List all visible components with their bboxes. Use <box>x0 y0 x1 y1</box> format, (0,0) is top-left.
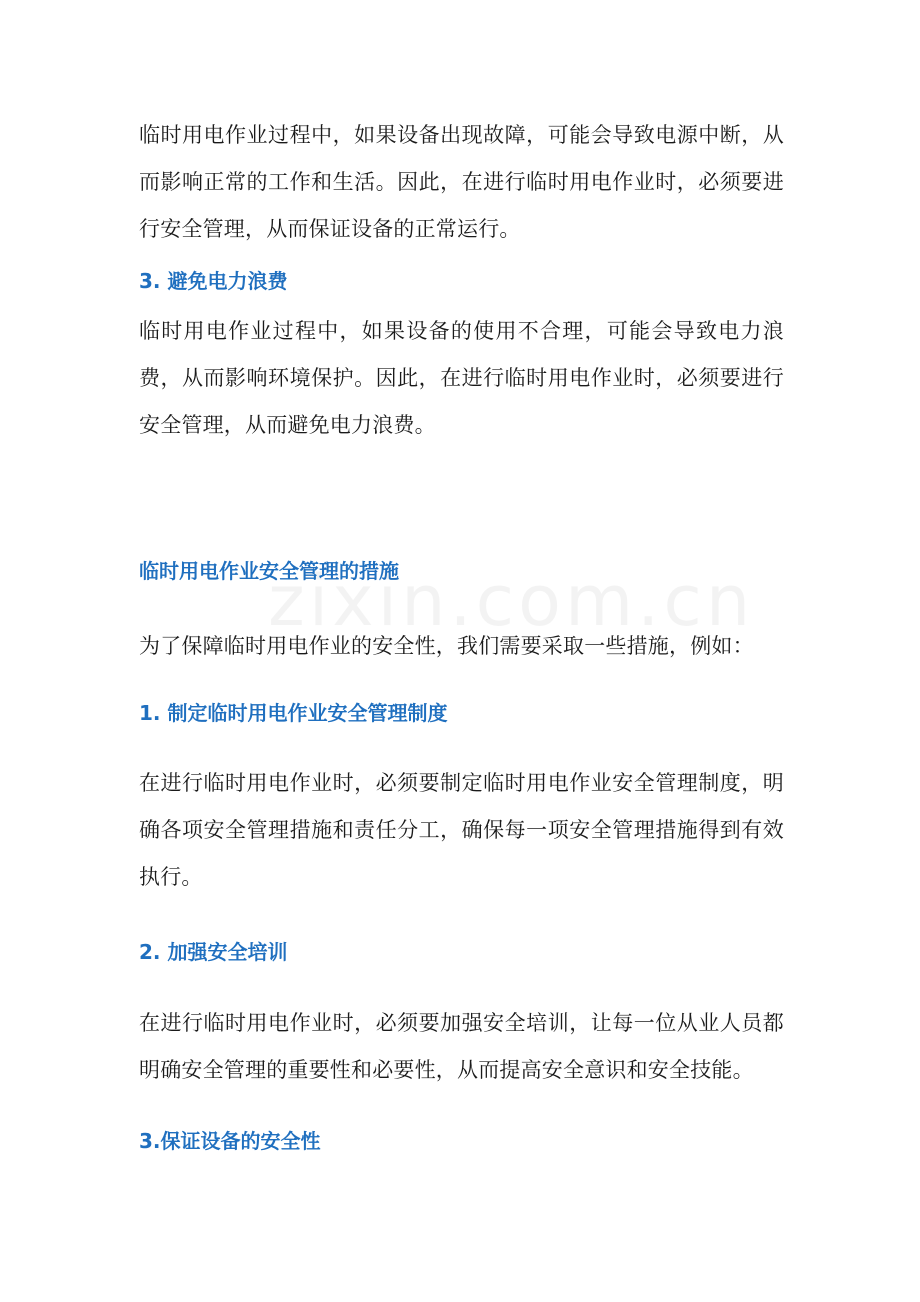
paragraph-equipment-failure: 临时用电作业过程中，如果设备出现故障，可能会导致电源中断，从而影响正常的工作和生活。因此，在进行临时用电作业时，必须要进行安全管理，从而保证设备的正常运行。 <box>139 123 784 241</box>
heading-avoid-power-waste: 3. 避免电力浪费 <box>139 269 288 293</box>
paragraph-measures-intro: 为了保障临时用电作业的安全性，我们需要采取一些措施，例如： <box>139 634 754 658</box>
heading-safety-training: 2. 加强安全培训 <box>139 940 288 964</box>
paragraph-safety-training: 在进行临时用电作业时，必须要加强安全培训，让每一位从业人员都明确安全管理的重要性和必要性，从而提高安全意识和安全技能。 <box>139 1011 784 1082</box>
paragraph-power-waste: 临时用电作业过程中，如果设备的使用不合理，可能会导致电力浪费，从而影响环境保护。因此，在进行临时用电作业时，必须要进行安全管理，从而避免电力浪费。 <box>139 319 784 437</box>
section-heading-measures: 临时用电作业安全管理的措施 <box>139 559 399 583</box>
heading-establish-system: 1. 制定临时用电作业安全管理制度 <box>139 701 448 725</box>
heading-equipment-safety: 3.保证设备的安全性 <box>139 1129 321 1153</box>
paragraph-establish-system: 在进行临时用电作业时，必须要制定临时用电作业安全管理制度，明确各项安全管理措施和责任分工，确保每一项安全管理措施得到有效执行。 <box>139 771 784 889</box>
